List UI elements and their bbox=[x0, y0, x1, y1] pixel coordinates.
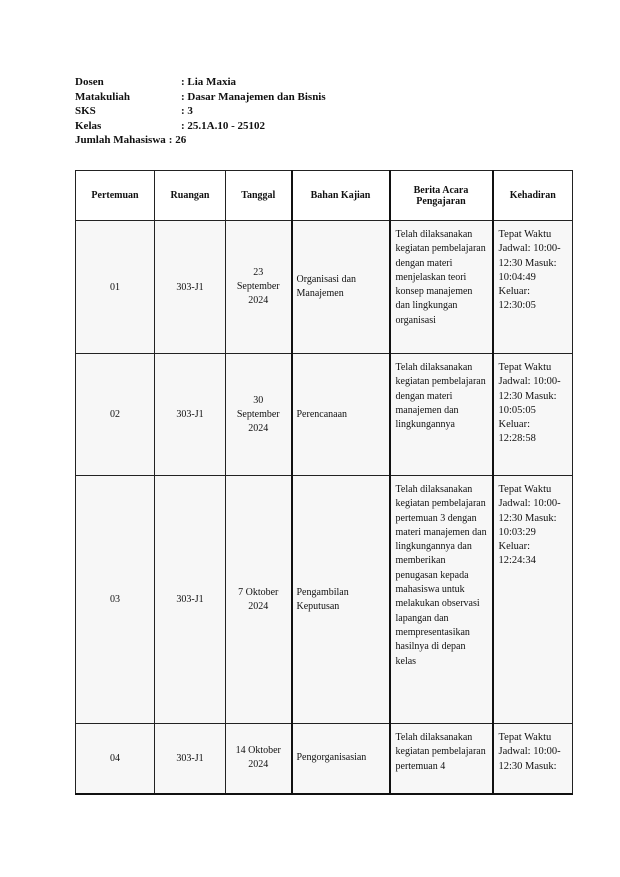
dosen-row bbox=[75, 75, 326, 90]
cell-berita-acara: Telah dilaksanakan kegiatan pembelajaran dengan materi manajemen dan lingkungannya bbox=[390, 354, 493, 476]
cell-bahan-kajian: Pengorganisasian bbox=[292, 724, 390, 794]
col-header-tanggal: Tanggal bbox=[226, 171, 292, 221]
cell-kehadiran: Tepat Waktu Jadwal: 10:00-12:30 Masuk: 10:05:05 Keluar: 12:28:58 bbox=[493, 354, 573, 476]
jumlah-value: : 26 bbox=[168, 134, 187, 146]
col-header-pertemuan: Pertemuan bbox=[76, 171, 155, 221]
cell-ruangan: 303-J1 bbox=[155, 221, 226, 354]
kelas-value: : 25.1A.10 - 25102 bbox=[181, 119, 266, 132]
cell-ruangan: 303-J1 bbox=[155, 354, 226, 476]
cell-bahan-kajian: Pengambilan Keputusan bbox=[292, 476, 390, 724]
dosen-label: Dosen bbox=[75, 76, 104, 88]
jumlah-label: Jumlah Mahasiswa bbox=[75, 134, 166, 146]
jumlah-row bbox=[75, 133, 326, 148]
cell-kehadiran: Tepat Waktu Jadwal: 10:00-12:30 Masuk: bbox=[493, 724, 573, 794]
kelas-row bbox=[75, 119, 326, 134]
cell-bahan-kajian: Perencanaan bbox=[292, 354, 390, 476]
cell-tanggal: 14 Oktober 2024 bbox=[226, 724, 292, 794]
matakuliah-value: : Dasar Manajemen dan Bisnis bbox=[181, 90, 326, 103]
matakuliah-label: Matakuliah bbox=[75, 90, 131, 103]
kelas-label: Kelas bbox=[75, 119, 102, 132]
col-header-ruangan: Ruangan bbox=[155, 171, 226, 221]
matakuliah-row bbox=[75, 90, 326, 105]
cell-tanggal: 7 Oktober 2024 bbox=[226, 476, 292, 724]
table-row bbox=[76, 221, 573, 354]
cell-ruangan: 303-J1 bbox=[155, 724, 226, 794]
table-row bbox=[76, 724, 573, 794]
cell-kehadiran: Tepat Waktu Jadwal: 10:00-12:30 Masuk: 10:03:29 Keluar: 12:24:34 bbox=[493, 476, 573, 724]
table-row bbox=[76, 354, 573, 476]
cell-tanggal: 30 September 2024 bbox=[226, 354, 292, 476]
table-header-row bbox=[76, 171, 573, 221]
cell-tanggal: 23 September 2024 bbox=[226, 221, 292, 354]
cell-kehadiran: Tepat Waktu Jadwal: 10:00-12:30 Masuk: 10:04:49 Keluar: 12:30:05 bbox=[493, 221, 573, 354]
sks-value: : 3 bbox=[181, 105, 193, 117]
cell-berita-acara: Telah dilaksanakan kegiatan pembelajaran pertemuan 4 bbox=[390, 724, 493, 794]
col-header-bahan-kajian: Bahan Kajian bbox=[292, 171, 390, 221]
document-header bbox=[75, 75, 326, 148]
cell-ruangan: 303-J1 bbox=[155, 476, 226, 724]
cell-pertemuan: 02 bbox=[76, 354, 155, 476]
cell-berita-acara: Telah dilaksanakan kegiatan pembelajaran pertemuan 3 dengan materi manajemen dan lingkungannya dan memberikan penugasan kepada mahasiswa untuk melakukan observasi lapangan dan mempresentasikan hasilnya di depan kelas bbox=[390, 476, 493, 724]
cell-berita-acara: Telah dilaksanakan kegiatan pembelajaran dengan materi menjelaskan teori konsep manajemen dan lingkungan organisasi bbox=[390, 221, 493, 354]
col-header-kehadiran: Kehadiran bbox=[493, 171, 573, 221]
attendance-table bbox=[75, 170, 573, 795]
sks-row bbox=[75, 104, 326, 119]
cell-bahan-kajian: Organisasi dan Manajemen bbox=[292, 221, 390, 354]
cell-pertemuan: 01 bbox=[76, 221, 155, 354]
cell-pertemuan: 04 bbox=[76, 724, 155, 794]
dosen-value: : Lia Maxia bbox=[181, 76, 236, 88]
col-header-berita-acara: Berita Acara Pengajaran bbox=[390, 171, 493, 221]
table-row bbox=[76, 476, 573, 724]
sks-label: SKS bbox=[75, 105, 96, 117]
cell-pertemuan: 03 bbox=[76, 476, 155, 724]
